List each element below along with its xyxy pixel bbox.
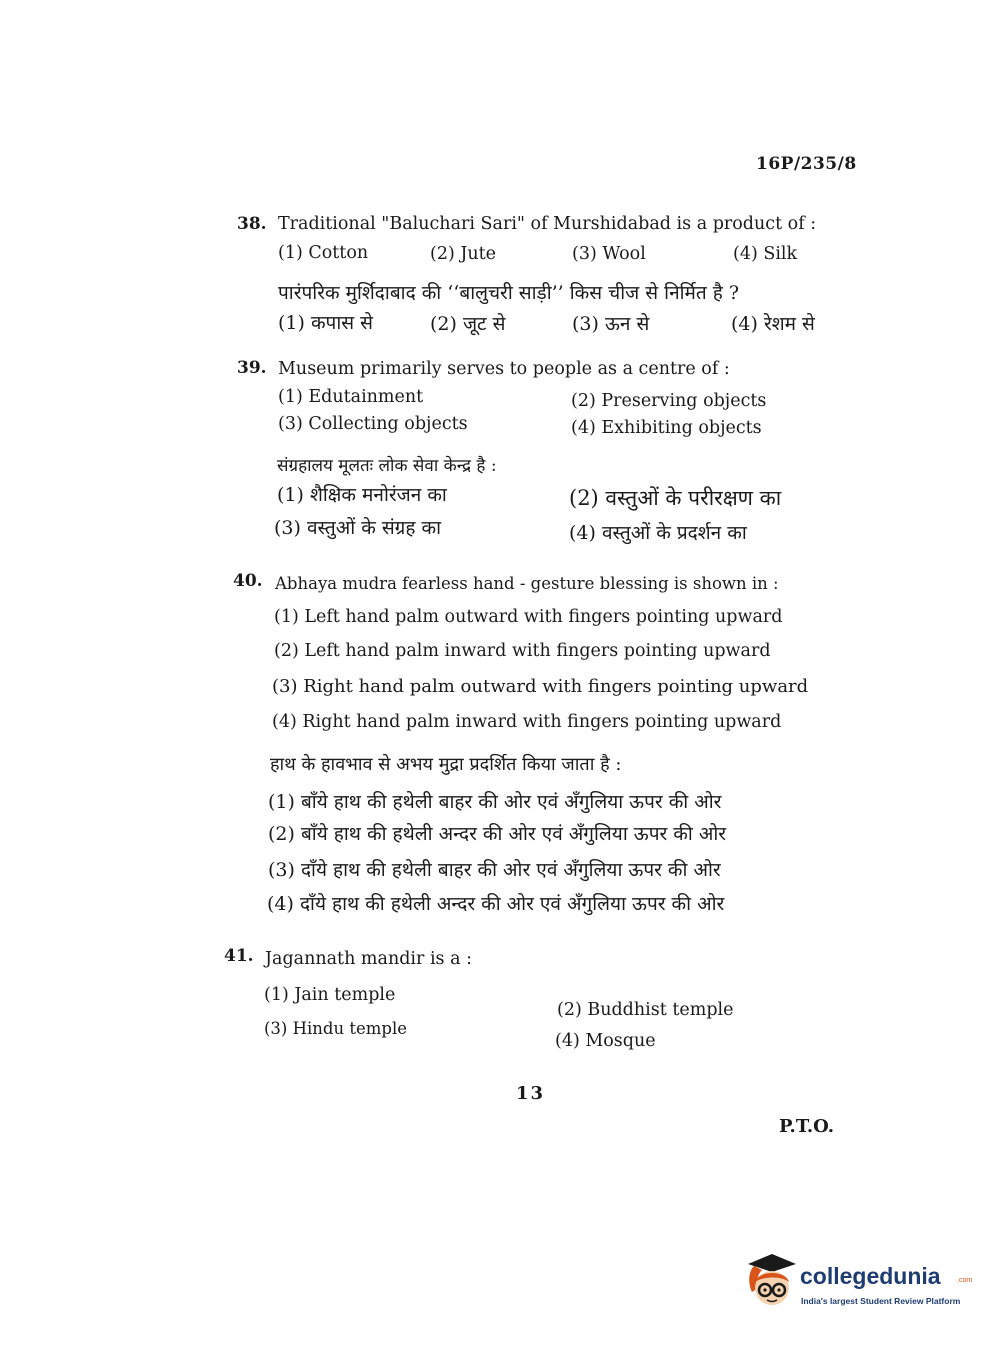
q40-option-3: (3) Right hand palm outward with fingers pointing upward: [272, 676, 809, 697]
question-39-text: Museum primarily serves to people as a centre of :: [278, 359, 730, 379]
q39-option-3-hindi: (3) वस्तुओं के संग्रह का: [274, 517, 442, 539]
question-39-number: 39.: [237, 358, 267, 378]
q38-option-4: (4) Silk: [733, 244, 798, 264]
question-38-text: Traditional "Baluchari Sari" of Murshidabad is a product of :: [278, 214, 817, 234]
q41-option-4: (4) Mosque: [555, 1031, 656, 1051]
q39-option-4: (4) Exhibiting objects: [571, 418, 762, 438]
q39-option-3: (3) Collecting objects: [278, 414, 468, 434]
page-number: 13: [516, 1083, 546, 1104]
brand-tagline: India's largest Student Review Platform: [801, 1296, 961, 1306]
q39-option-4-hindi: (4) वस्तुओं के प्रदर्शन का: [569, 522, 747, 544]
question-41-text: Jagannath mandir is a :: [265, 949, 472, 969]
q40-option-3-hindi: (3) दाँये हाथ की हथेली बाहर की ओर एवं अँगुलिया ऊपर की ओर: [268, 859, 721, 881]
q38-option-2: (2) Jute: [430, 244, 497, 264]
q40-option-4: (4) Right hand palm inward with fingers pointing upward: [272, 712, 782, 732]
q38-option-1-hindi: (1) कपास से: [278, 312, 373, 334]
q39-option-1-hindi: (1) शैक्षिक मनोरंजन का: [277, 484, 447, 506]
q38-option-1: (1) Cotton: [278, 243, 369, 263]
collegedunia-mascot-icon: [742, 1250, 800, 1312]
pto-label: P.T.O.: [779, 1116, 835, 1137]
q40-option-2: (2) Left hand palm inward with fingers pointing upward: [274, 641, 771, 661]
q38-option-3: (3) Wool: [572, 244, 646, 264]
q39-option-1: (1) Edutainment: [278, 387, 424, 407]
paper-code: 16P/235/8: [756, 154, 857, 174]
question-38-number: 38.: [237, 214, 267, 234]
question-39-text-hindi: संग्रहालय मूलतः लोक सेवा केन्द्र है :: [277, 456, 497, 476]
q39-option-2: (2) Preserving objects: [571, 391, 767, 411]
question-38-text-hindi: पारंपरिक मुर्शिदाबाद की ‘‘बालुचरी साड़ी’’ किस चीज से निर्मित है ?: [278, 282, 740, 304]
q40-option-4-hindi: (4) दाँये हाथ की हथेली अन्दर की ओर एवं अँगुलिया ऊपर की ओर: [267, 893, 725, 915]
q39-option-2-hindi: (2) वस्तुओं के परीरक्षण का: [569, 486, 782, 510]
q38-option-3-hindi: (3) ऊन से: [572, 313, 650, 335]
brand-domain: .com: [957, 1277, 973, 1284]
q40-option-1: (1) Left hand palm outward with fingers pointing upward: [274, 607, 783, 627]
q41-option-2: (2) Buddhist temple: [557, 1000, 734, 1020]
q41-option-1: (1) Jain temple: [264, 985, 396, 1005]
q40-option-2-hindi: (2) बाँये हाथ की हथेली अन्दर की ओर एवं अँगुलिया ऊपर की ओर: [268, 823, 727, 845]
question-41-number: 41.: [224, 946, 254, 966]
q41-option-3: (3) Hindu temple: [264, 1019, 407, 1038]
q38-option-4-hindi: (4) रेशम से: [731, 313, 815, 335]
question-40-text: Abhaya mudra fearless hand - gesture blessing is shown in :: [275, 574, 779, 593]
question-40-number: 40.: [233, 571, 263, 591]
q38-option-2-hindi: (2) जूट से: [430, 313, 506, 335]
question-40-text-hindi: हाथ के हावभाव से अभय मुद्रा प्रदर्शित किया जाता है :: [270, 754, 622, 775]
q40-option-1-hindi: (1) बाँये हाथ की हथेली बाहर की ओर एवं अँगुलिया ऊपर की ओर: [268, 791, 722, 813]
brand-name: collegedunia: [800, 1263, 941, 1289]
